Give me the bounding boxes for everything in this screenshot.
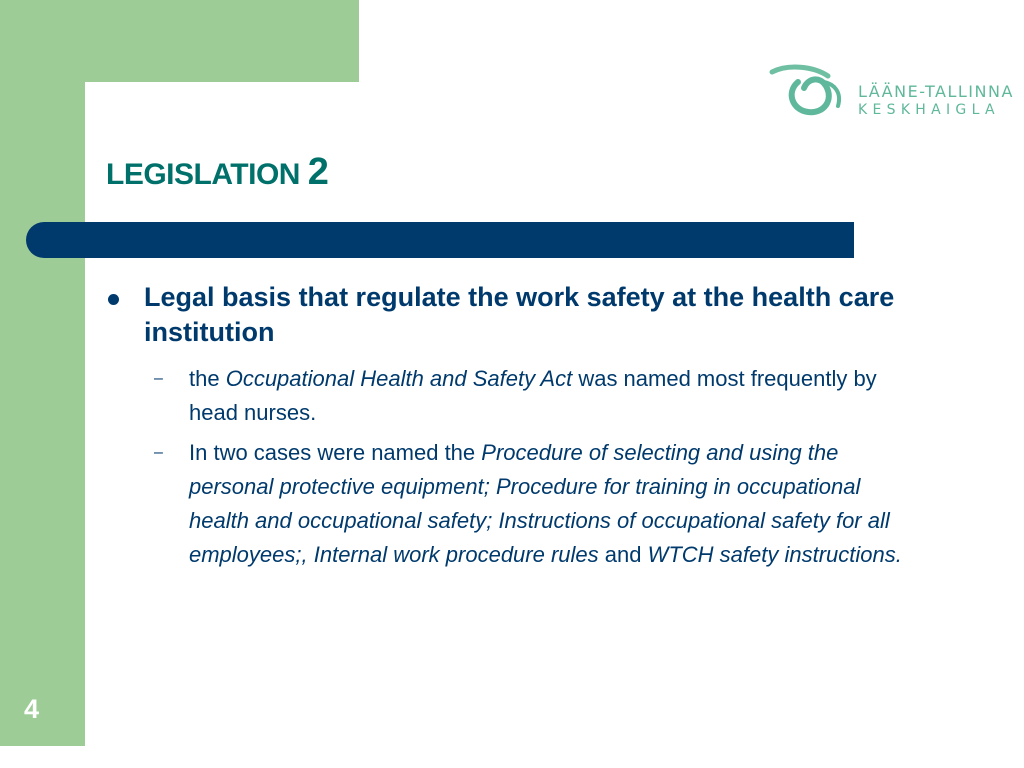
dash-icon: – (154, 370, 163, 387)
green-side-band (0, 0, 85, 746)
page-number: 4 (24, 694, 40, 724)
main-bullet-text: Legal basis that regulate the work safety at the health care institution (144, 282, 895, 347)
green-top-band (85, 0, 359, 82)
sub1-pre: the (189, 366, 226, 391)
logo-mark-icon (768, 62, 858, 124)
logo-text-line1: LÄÄNE-TALLINNA (858, 82, 1014, 101)
sub2-mid: and (598, 542, 648, 567)
title-text: LEGISLATION (106, 158, 308, 191)
sub2-italic1: Procedure of selecting and using the personal protective equipment; Procedure for training in occupational health and occupational safety; Instructions of occupational safety for all employees;, Internal work procedure rules (189, 440, 890, 567)
title-divider-bar (26, 222, 854, 258)
dash-icon: – (154, 444, 163, 461)
sub1-italic: Occupational Health and Safety Act (225, 366, 573, 391)
slide-title (106, 151, 328, 194)
sub-bullet-1-text (189, 362, 914, 430)
sub-bullet-2-text (189, 436, 914, 572)
logo-text-line2: KESKHAIGLA (858, 102, 1000, 118)
title-number: 2 (307, 151, 329, 193)
sub1-post: was named most frequently by head nurses. (189, 366, 877, 425)
sub2-italic2: WTCH safety instructions. (647, 542, 902, 567)
hospital-logo (768, 62, 1014, 124)
bullet-dot-icon (108, 294, 119, 305)
sub2-pre: In two cases were named the (189, 440, 482, 465)
